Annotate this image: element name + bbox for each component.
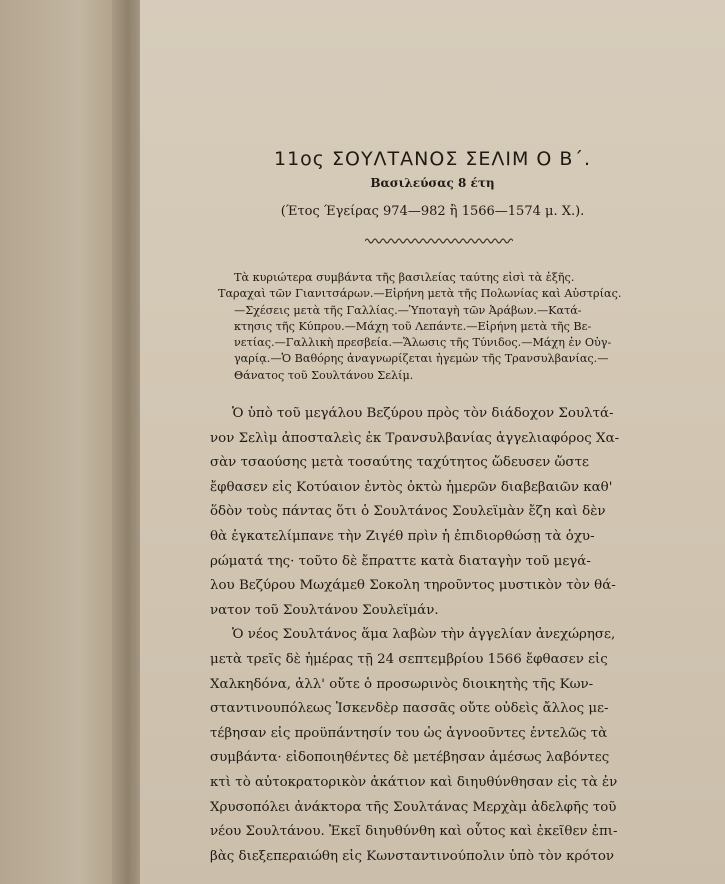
body-line: Χρυσοπόλει ἀνάκτορα τῆς Σουλτάνας Μερχὰμ ἀδελφῆς τοῦ [210, 799, 617, 815]
page-edge [118, 30, 134, 870]
body-line: ἔφθασεν εἰς Κοτύαιον ἐντὸς ὀκτὼ ἡμερῶν διαβεβαιῶν καθ' [210, 479, 613, 495]
summary-line: —Σχέσεις μετὰ τῆς Γαλλίας.—Ὑποταγὴ τῶν Ἀράβων.—Κατά- [234, 303, 582, 317]
body-line: νατον τοῦ Σουλτάνου Σουλεϊμάν. [210, 602, 439, 618]
chapter-summary [218, 270, 658, 384]
body-line: λου Βεζύρου Μωχάμεθ Σοκολη τηροῦντος μυστικὸν τὸν θά- [210, 578, 616, 594]
chapter-subtitle: Βασιλεύσας 8 έτη [370, 176, 495, 190]
body-line: τέβησαν εἰς προϋπάντησίν του ὡς ἀγνοοῦντες ἐντελῶς τὰ [210, 725, 608, 741]
body-line: Χαλκηδόνα, ἀλλ' οὔτε ὁ προσωρινὸς διοικητὴς τῆς Κων- [210, 676, 594, 692]
body-line: συμβάντα· εἰδοποιηθέντες δὲ μετέβησαν ἀμέσως λαβόντες [210, 750, 610, 766]
summary-line: γαρίᾳ.—Ὁ Βαθόρης ἀναγνωρίζεται ἡγεμὼν τῆς Τρανσυλβανίας.— [234, 352, 609, 366]
summary-line: Ταραχαὶ τῶν Γιανιτσάρων.—Εἰρήνη μετὰ τῆς Πολωνίας καὶ Αὐστρίας. [218, 287, 622, 301]
summary-line: Θάνατος τοῦ Σουλτάνου Σελίμ. [234, 368, 414, 382]
body-line: κτὶ τὸ αὐτοκρατορικὸν ἀκάτιον καὶ διηυθύνθησαν εἰς τὰ ἐν [210, 774, 618, 790]
body-line: νον Σελὶμ ἀποσταλεὶς ἐκ Τρανσυλβανίας ἀγγελιαφόρος Χα- [210, 430, 620, 446]
summary-line: Τὰ κυριώτερα συμβάντα τῆς βασιλείας ταύτης εἰσὶ τὰ ἑξῆς. [234, 271, 575, 284]
body-line: ὅδὸν τοὺς πάντας ὅτι ὁ Σουλτάνος Σουλεϊμὰν ἔζη καὶ δὲν [210, 504, 606, 520]
right-page [140, 0, 725, 884]
body-line: θὰ ἐγκατελίμπανε τὴν Ζιγέθ πρὶν ἡ ἐπιδιορθώσῃ τὰ ὀχυ- [210, 528, 595, 544]
ornamental-divider [365, 236, 513, 246]
summary-line: κτησις τῆς Κύπρου.—Μάχη τοῦ Λεπάντε.—Εἰρήνη μετὰ τῆς Βε- [234, 319, 592, 333]
body-text [210, 402, 665, 869]
body-line: Ὁ νέος Σουλτάνος ἅμα λαβὼν τὴν ἀγγελίαν ἀνεχώρησε, [232, 627, 616, 643]
body-line: σὰν τσαούσης μετὰ τοσαύτης ταχύτητος ὥδευσεν ὥστε [210, 455, 589, 471]
chapter-title: 11ος ΣΟΥΛΤΑΝΟΣ ΣΕΛΙΜ Ο Β΄. [274, 148, 591, 170]
body-line: σταντινουπόλεως Ἰσκενδὲρ πασσᾶς οὔτε οὐδεὶς ἄλλος με- [210, 701, 609, 717]
chapter-dates: (Έτος Έγείρας 974—982 ἢ 1566—1574 μ. Χ.). [280, 204, 585, 219]
body-line: νέου Σουλτάνου. Ἐκεῖ διηυθύνθη καὶ οὗτος καὶ ἐκεῖθεν ἐπι- [210, 824, 618, 840]
body-line: ρώματά της· τοῦτο δὲ ἔπραττε κατὰ διαταγὴν τοῦ μεγά- [210, 553, 591, 569]
body-line: βὰς διεξεπεραιώθη εἰς Κωνσταντινούπολιν ὑπὸ τὸν κρότον [210, 848, 615, 864]
summary-line: νετίας.—Γαλλικὴ πρεσβεία.—Ἅλωσις τῆς Τύνιδος.—Μάχη ἐν Οὐγ- [234, 336, 612, 350]
body-line: Ὁ ὑπὸ τοῦ μεγάλου Βεζύρου πρὸς τὸν διάδοχον Σουλτά- [232, 406, 614, 421]
body-line: μετὰ τρεῖς δὲ ἡμέρας τῇ 24 σεπτεμβρίου 1566 ἔφθασεν εἰς [210, 651, 608, 667]
